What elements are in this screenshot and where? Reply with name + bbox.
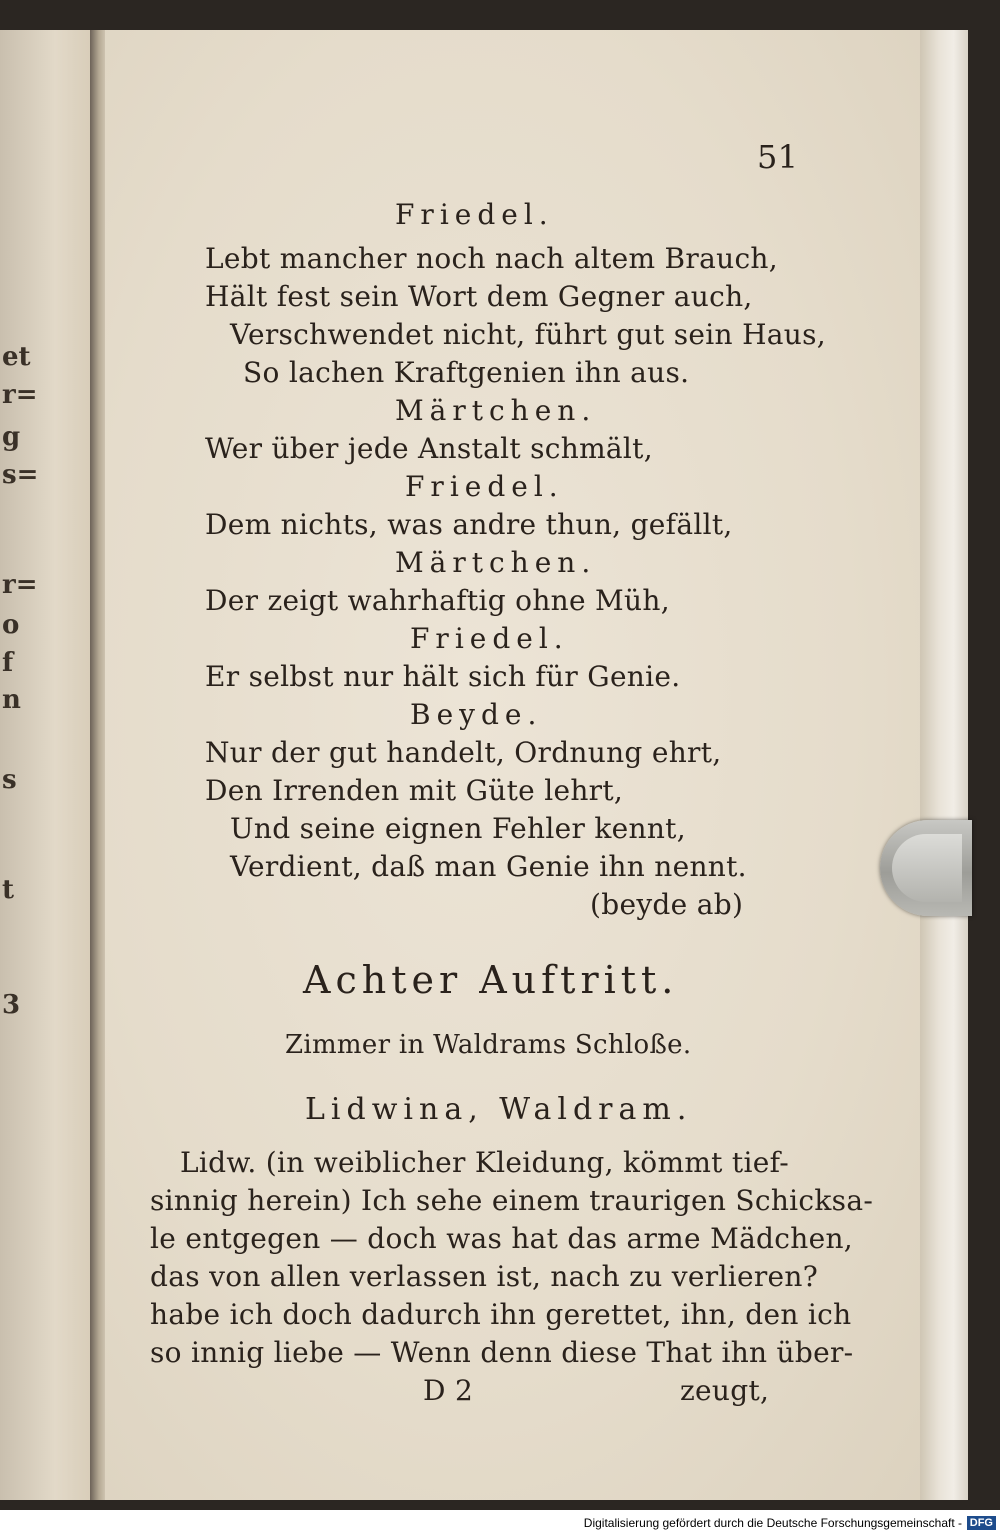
left-page-fragment: s= — [2, 460, 39, 490]
speaker-name: Beyde. — [410, 698, 543, 731]
catchword: zeugt, — [680, 1374, 770, 1407]
signature-mark: D 2 — [423, 1374, 474, 1407]
prose-line: sinnig herein) Ich sehe einem traurigen Schicksa- — [150, 1184, 874, 1217]
verse-line: Verschwendet nicht, führt gut sein Haus, — [230, 318, 826, 351]
left-page-fragment: 3 — [2, 990, 21, 1020]
left-page-fragment: o — [2, 610, 20, 640]
dfg-logo: DFG — [967, 1516, 996, 1530]
verse-line: Dem nichts, was andre thun, gefällt, — [205, 508, 733, 541]
scene-characters: Lidwina, Waldram. — [305, 1092, 693, 1127]
left-page-fragment: t — [2, 875, 15, 905]
verse-line: Er selbst nur hält sich für Genie. — [205, 660, 681, 693]
prose-line: habe ich doch dadurch ihn gerettet, ihn, den ich — [150, 1298, 852, 1331]
left-page-fragment: f — [2, 648, 14, 678]
verse-line: Nur der gut handelt, Ordnung ehrt, — [205, 736, 722, 769]
speaker-name: Märtchen. — [395, 394, 597, 427]
footer-bar — [0, 1510, 1000, 1540]
verse-line: Hält fest sein Wort dem Gegner auch, — [205, 280, 753, 313]
scene-heading: Achter Auftritt. — [303, 958, 679, 1002]
page-number: 51 — [757, 138, 799, 176]
prose-line: so innig liebe — Wenn denn diese That ihn über- — [150, 1336, 854, 1369]
speaker-name: Märtchen. — [395, 546, 597, 579]
scene-setting: Zimmer in Waldrams Schloße. — [285, 1030, 692, 1060]
verse-line: So lachen Kraftgenien ihn aus. — [243, 356, 690, 389]
verse-line: Verdient, daß man Genie ihn nennt. — [230, 850, 747, 883]
stage-direction: (beyde ab) — [590, 888, 744, 921]
left-page-fragment: r= — [2, 380, 38, 410]
previous-page-edge — [0, 30, 92, 1500]
speaker-name: Friedel. — [395, 198, 554, 231]
verse-line: Den Irrenden mit Güte lehrt, — [205, 774, 624, 807]
prose-line: le entgegen — doch was hat das arme Mädchen, — [150, 1222, 854, 1255]
verse-line: Und seine eignen Fehler kennt, — [230, 812, 686, 845]
prose-line: das von allen verlassen ist, nach zu verlieren? — [150, 1260, 819, 1293]
book-page — [105, 30, 920, 1500]
funding-credit: Digitalisierung gefördert durch die Deutsche Forschungsgemeinschaft - — [583, 1516, 962, 1530]
page-clip — [880, 820, 972, 916]
verse-line: Der zeigt wahrhaftig ohne Müh, — [205, 584, 670, 617]
left-page-fragment: s — [2, 765, 17, 795]
left-page-fragment: g — [2, 422, 21, 452]
left-page-fragment: et — [2, 342, 31, 372]
page-edges — [920, 30, 968, 1500]
prose-line: Lidw. (in weiblicher Kleidung, kömmt tief- — [180, 1146, 790, 1179]
speaker-name: Friedel. — [405, 470, 564, 503]
left-page-fragment: n — [2, 685, 21, 715]
speaker-name: Friedel. — [410, 622, 569, 655]
verse-line: Wer über jede Anstalt schmält, — [205, 432, 653, 465]
left-page-fragment: r= — [2, 570, 38, 600]
verse-line: Lebt mancher noch nach altem Brauch, — [205, 242, 778, 275]
